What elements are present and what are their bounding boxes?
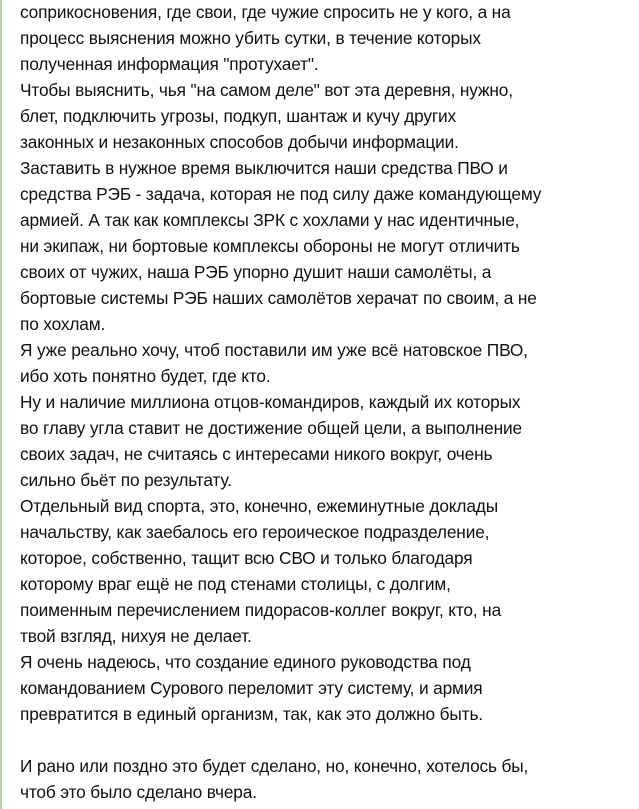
text-line: И рано или поздно это будет сделано, но, конечно, хотелось бы,	[20, 756, 529, 776]
text-line: которое, собственно, тащит всю СВО и только благодаря	[20, 548, 473, 568]
text-line: Чтобы выяснить, чья "на самом деле" вот эта деревня, нужно,	[20, 80, 513, 100]
text-line: ибо хоть понятно будет, где кто.	[20, 366, 271, 386]
text-line: законных и незаконных способов добычи информации.	[20, 132, 459, 152]
text-line: сильно бьёт по результату.	[20, 470, 232, 490]
text-line: поименным перечислением пидорасов-коллег вокруг, кто, на	[20, 600, 502, 620]
text-line: соприкосновения, где свои, где чужие спросить не у кого, а на	[20, 2, 511, 22]
message-text	[20, 0, 635, 805]
text-line: процесс выяснения можно убить сутки, в течение которых	[20, 28, 481, 48]
text-line: Ну и наличие миллиона отцов-командиров, каждый их которых	[20, 392, 521, 412]
text-line: Отдельный вид спорта, это, конечно, ежеминутные доклады	[20, 496, 498, 516]
text-line: которому враг ещё не под стенами столицы, с долгим,	[20, 574, 451, 594]
message-accent-border	[0, 0, 2, 809]
text-line: армией. А так как комплексы ЗРК с хохлами у нас идентичные,	[20, 210, 520, 230]
text-line: средства РЭБ - задача, которая не под силу даже командующему	[20, 184, 542, 204]
text-line: Заставить в нужное время выключится наши средства ПВО и	[20, 158, 508, 178]
text-line: во главу угла ставит не достижение общей цели, а выполнение	[20, 418, 522, 438]
text-line: превратится в единый организм, так, как это должно быть.	[20, 704, 483, 724]
text-line: Я очень надеюсь, что создание единого руководства под	[20, 652, 471, 672]
text-line: чтоб это было сделано вчера.	[20, 782, 257, 802]
text-line: твой взгляд, нихуя не делает.	[20, 626, 252, 646]
text-line: по хохлам.	[20, 314, 106, 334]
text-line: блет, подключить угрозы, подкуп, шантаж и кучу других	[20, 106, 457, 126]
text-line: ни экипаж, ни бортовые комплексы обороны не могут отличить	[20, 236, 520, 256]
text-line: командованием Сурового переломит эту систему, и армия	[20, 678, 483, 698]
text-line: своих задач, не считаясь с интересами никого вокруг, очень	[20, 444, 493, 464]
text-line: начальству, как заебалось его героическое подразделение,	[20, 522, 490, 542]
text-line: бортовые системы РЭБ наших самолётов херачат по своим, а не	[20, 288, 537, 308]
text-line: Я уже реально хочу, чтоб поставили им уже всё натовское ПВО,	[20, 340, 528, 360]
text-line: полученная информация "протухает".	[20, 54, 319, 74]
text-line: своих от чужих, наша РЭБ упорно душит наши самолёты, а	[20, 262, 492, 282]
text-line	[20, 727, 635, 753]
